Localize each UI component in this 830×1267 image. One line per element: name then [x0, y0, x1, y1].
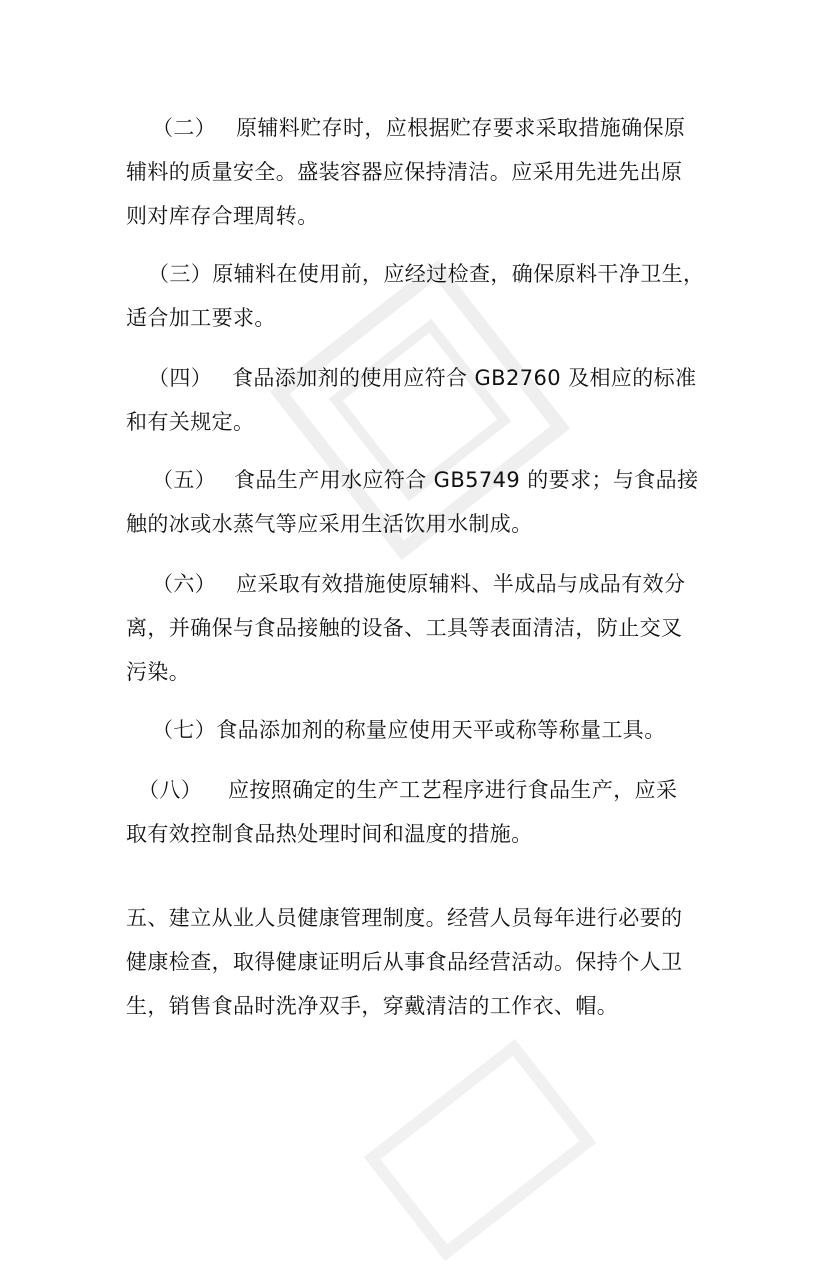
paragraph-line: 原辅料贮存时，应根据贮存要求采取措施确保原 — [236, 116, 686, 140]
paragraph-number: （二） — [152, 116, 217, 140]
paragraph-line: 适合加工要求。 — [126, 306, 276, 330]
paragraph-line: 污染。 — [126, 660, 191, 684]
paragraph-line: 离，并确保与食品接触的设备、工具等表面清洁，防止交叉 — [126, 616, 683, 640]
paragraph-line: 触的冰或水蒸气等应采用生活饮用水制成。 — [126, 512, 533, 536]
paragraph-line: 取有效控制食品热处理时间和温度的措施。 — [126, 822, 533, 846]
paragraph-number: （六） — [152, 572, 217, 596]
paragraph-line: 和有关规定。 — [126, 410, 255, 434]
paragraph-line: 食品生产用水应符合 GB5749 的要求；与食品接 — [234, 468, 699, 492]
paragraph-number: （四） — [148, 366, 213, 390]
paragraph-line: 应采取有效措施使原辅料、半成品与成品有效分 — [236, 572, 686, 596]
paragraph-line: 五、建立从业人员健康管理制度。经营人员每年进行必要的 — [126, 906, 683, 930]
paragraph-line: 生，销售食品时洗净双手，穿戴清洁的工作衣、帽。 — [126, 994, 619, 1018]
paragraph-line: （七）食品添加剂的称量应使用天平或称等称量工具。 — [152, 718, 666, 742]
paragraph-line: （三）原辅料在使用前，应经过检查，确保原料干净卫生， — [148, 262, 705, 286]
paragraph-line: 辅料的质量安全。盛装容器应保持清洁。应采用先进先出原 — [126, 160, 683, 184]
paragraph-number: （五） — [152, 468, 217, 492]
paragraph-line: 则对库存合理周转。 — [126, 204, 319, 228]
paragraph-line: 健康检查，取得健康证明后从事食品经营活动。保持个人卫 — [126, 950, 683, 974]
watermark-logo-bottom — [358, 1033, 602, 1266]
paragraph-line: 应按照确定的生产工艺程序进行食品生产，应采 — [228, 778, 678, 802]
paragraph-line: 食品添加剂的使用应符合 GB2760 及相应的标准 — [232, 366, 697, 390]
paragraph-number: （八） — [138, 778, 203, 802]
